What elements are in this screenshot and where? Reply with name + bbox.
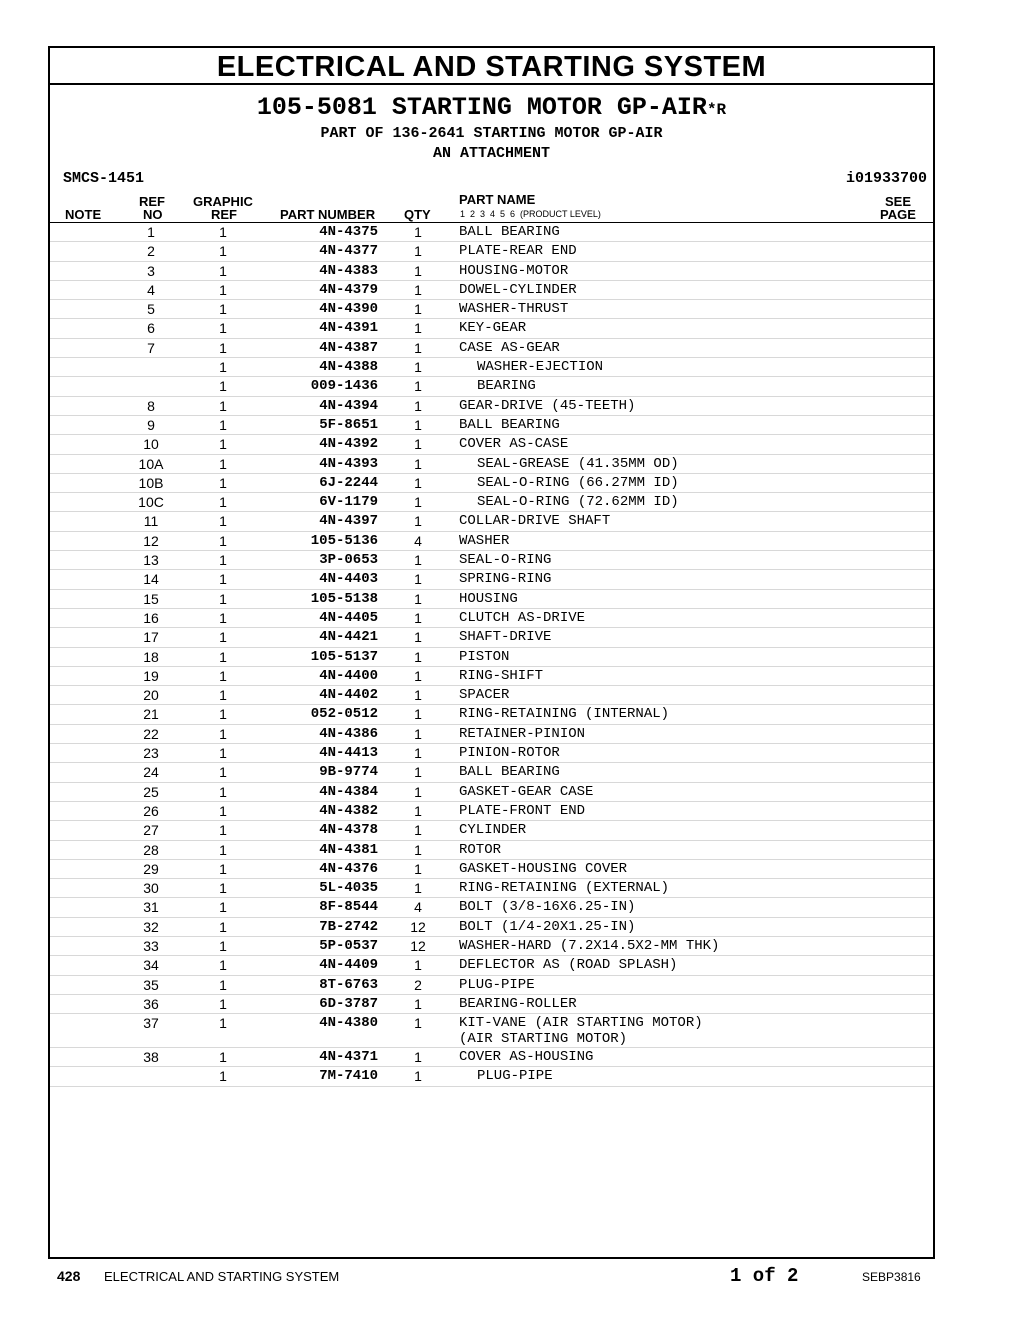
ref-no-cell: 26 <box>143 802 159 819</box>
graphic-ref-cell: 1 <box>219 1049 227 1066</box>
table-row <box>50 995 933 1014</box>
table-row <box>50 860 933 879</box>
table-row <box>50 725 933 744</box>
ref-no-cell: 34 <box>143 957 159 974</box>
table-row <box>50 339 933 358</box>
footer-doc-id: SEBP3816 <box>862 1270 921 1284</box>
graphic-ref-cell: 1 <box>219 745 227 762</box>
ref-no-cell: 35 <box>143 976 159 993</box>
ref-no-cell: 11 <box>143 513 159 530</box>
part-of-line: PART OF 136-2641 STARTING MOTOR GP-AIR <box>320 125 663 142</box>
graphic-ref-cell: 1 <box>219 416 227 433</box>
qty-cell: 1 <box>414 995 422 1012</box>
qty-cell: 1 <box>414 1068 422 1085</box>
qty-cell: 1 <box>414 841 422 858</box>
part-number-cell: 105-5136 <box>310 532 378 549</box>
part-name-cell: HOUSING <box>459 590 518 607</box>
table-row <box>50 1067 933 1086</box>
qty-cell: 1 <box>414 629 422 646</box>
graphic-ref-cell: 1 <box>219 648 227 665</box>
graphic-ref-cell: 1 <box>219 378 227 395</box>
part-name-cell: KIT-VANE (AIR STARTING MOTOR) (AIR STARTING MOTOR) <box>459 1015 703 1048</box>
part-number-cell: 4N-4391 <box>319 320 378 337</box>
graphic-ref-cell: 1 <box>219 494 227 511</box>
part-number-cell: 7M-7410 <box>319 1068 378 1085</box>
part-number-cell: 4N-4387 <box>319 339 378 356</box>
table-row <box>50 686 933 705</box>
part-number-cell: 009-1436 <box>310 378 378 395</box>
qty-cell: 1 <box>414 957 422 974</box>
ref-no-cell: 1 <box>147 224 155 240</box>
ref-no-cell: 28 <box>143 841 159 858</box>
ref-no-cell: 30 <box>143 880 159 897</box>
part-name-cell: PLATE-FRONT END <box>459 802 586 819</box>
qty-cell: 1 <box>414 320 422 337</box>
part-number-cell: 105-5138 <box>310 590 378 607</box>
table-row <box>50 667 933 686</box>
part-name-cell: BOLT (3/8-16X6.25-IN) <box>459 899 636 916</box>
ref-no-cell: 2 <box>147 243 155 260</box>
graphic-ref-cell: 1 <box>219 802 227 819</box>
qty-cell: 1 <box>414 513 422 530</box>
part-name-cell: BALL BEARING <box>459 416 560 433</box>
part-number-cell: 4N-4378 <box>319 822 378 839</box>
table-row <box>50 223 933 242</box>
graphic-ref-cell: 1 <box>219 995 227 1012</box>
smcs-row <box>50 170 933 192</box>
ref-no-cell: 5 <box>147 301 155 318</box>
qty-cell: 1 <box>414 339 422 356</box>
table-row <box>50 648 933 667</box>
table-row <box>50 281 933 300</box>
part-number-cell: 4N-4402 <box>319 687 378 704</box>
table-row <box>50 937 933 956</box>
graphic-ref-cell: 1 <box>219 590 227 607</box>
part-number-cell: 5P-0537 <box>319 937 378 954</box>
qty-cell: 4 <box>414 532 422 549</box>
table-row <box>50 879 933 898</box>
group-title-text: 105-5081 STARTING MOTOR GP-AIR <box>256 93 707 122</box>
footer-page-number: 428 <box>57 1268 81 1284</box>
ref-no-cell: 8 <box>147 397 155 414</box>
qty-cell: 1 <box>414 706 422 723</box>
part-number-cell: 052-0512 <box>310 706 378 723</box>
graphic-ref-cell: 1 <box>219 918 227 935</box>
graphic-ref-cell: 1 <box>219 899 227 916</box>
part-name-cell: WASHER-THRUST <box>459 301 569 318</box>
part-name-cell: COLLAR-DRIVE SHAFT <box>459 513 611 530</box>
table-row <box>50 455 933 474</box>
part-number-cell: 3P-0653 <box>319 552 378 569</box>
part-number-cell: 8F-8544 <box>319 899 378 916</box>
parts-list <box>50 223 933 1087</box>
table-row <box>50 262 933 281</box>
qty-cell: 1 <box>414 880 422 897</box>
ref-no-cell: 16 <box>143 609 159 626</box>
graphic-ref-cell: 1 <box>219 513 227 530</box>
part-number-cell: 4N-4383 <box>319 262 378 279</box>
part-name-cell: SHAFT-DRIVE <box>459 629 552 646</box>
part-number-cell: 6J-2244 <box>319 474 378 491</box>
qty-cell: 1 <box>414 590 422 607</box>
part-name-cell: WASHER-EJECTION <box>477 359 604 376</box>
part-name-cell: WASHER-HARD (7.2X14.5X2-MM THK) <box>459 937 720 954</box>
qty-cell: 1 <box>414 262 422 279</box>
ref-no-cell: 21 <box>143 706 159 723</box>
table-row <box>50 551 933 570</box>
part-name-cell: GASKET-HOUSING COVER <box>459 860 628 877</box>
table-row <box>50 802 933 821</box>
part-number-cell: 4N-4403 <box>319 571 378 588</box>
graphic-ref-cell: 1 <box>219 1015 227 1032</box>
qty-cell: 1 <box>414 416 422 433</box>
ref-no-cell: 14 <box>143 571 159 588</box>
page-footer <box>0 1266 1020 1288</box>
ref-no-cell: 38 <box>143 1049 159 1066</box>
part-name-cell: KEY-GEAR <box>459 320 527 337</box>
part-name-cell: BOLT (1/4-20X1.25-IN) <box>459 918 636 935</box>
col-qty: QTY <box>404 207 431 222</box>
table-row <box>50 242 933 261</box>
table-row <box>50 435 933 454</box>
qty-cell: 1 <box>414 1049 422 1066</box>
part-number-cell: 8T-6763 <box>319 976 378 993</box>
qty-cell: 1 <box>414 474 422 491</box>
part-number-cell: 4N-4377 <box>319 243 378 260</box>
table-row <box>50 783 933 802</box>
table-row <box>50 956 933 975</box>
ref-no-cell: 13 <box>143 552 159 569</box>
part-number-cell: 4N-4382 <box>319 802 378 819</box>
col-graphic-ref-1: GRAPHIC <box>193 194 253 209</box>
table-row <box>50 628 933 647</box>
qty-cell: 1 <box>414 455 422 472</box>
part-number-cell: 6V-1179 <box>319 494 378 511</box>
part-name-cell: COVER AS-HOUSING <box>459 1049 594 1066</box>
qty-cell: 1 <box>414 359 422 376</box>
col-graphic-ref-2: REF <box>211 207 237 222</box>
part-name-cell: PINION-ROTOR <box>459 745 560 762</box>
part-number-cell: 4N-4393 <box>319 455 378 472</box>
graphic-ref-cell: 1 <box>219 880 227 897</box>
part-name-cell: BEARING-ROLLER <box>459 995 577 1012</box>
part-name-cell: SEAL-O-RING (66.27MM ID) <box>477 474 679 491</box>
part-name-cell: PLATE-REAR END <box>459 243 577 260</box>
part-name-cell: CASE AS-GEAR <box>459 339 560 356</box>
section-title: ELECTRICAL AND STARTING SYSTEM <box>50 48 933 85</box>
part-name-cell: RING-RETAINING (EXTERNAL) <box>459 880 670 897</box>
ref-no-cell: 17 <box>143 629 159 646</box>
graphic-ref-cell: 1 <box>219 687 227 704</box>
table-row <box>50 377 933 396</box>
graphic-ref-cell: 1 <box>219 320 227 337</box>
part-number-cell: 4N-4392 <box>319 436 378 453</box>
qty-cell: 1 <box>414 378 422 395</box>
graphic-ref-cell: 1 <box>219 609 227 626</box>
part-number-cell: 4N-4381 <box>319 841 378 858</box>
footer-page-of: 1 of 2 <box>730 1265 799 1287</box>
graphic-ref-cell: 1 <box>219 976 227 993</box>
table-row <box>50 744 933 763</box>
part-number-cell: 9B-9774 <box>319 764 378 781</box>
table-row <box>50 841 933 860</box>
col-see-page-1: SEE <box>885 194 912 209</box>
illustration-ref: i01933700 <box>845 170 927 187</box>
graphic-ref-cell: 1 <box>219 571 227 588</box>
table-row <box>50 590 933 609</box>
graphic-ref-cell: 1 <box>219 455 227 472</box>
column-headers <box>50 192 933 223</box>
part-number-cell: 105-5137 <box>310 648 378 665</box>
ref-no-cell: 31 <box>143 899 159 916</box>
qty-cell: 1 <box>414 436 422 453</box>
part-name-cell: GASKET-GEAR CASE <box>459 783 594 800</box>
graphic-ref-cell: 1 <box>219 262 227 279</box>
part-number-cell: 4N-4394 <box>319 397 378 414</box>
part-number-cell: 4N-4384 <box>319 783 378 800</box>
title-block <box>50 94 933 164</box>
part-number-cell: 6D-3787 <box>319 995 378 1012</box>
part-name-cell: BEARING <box>477 378 536 395</box>
part-number-cell: 4N-4409 <box>319 957 378 974</box>
qty-cell: 1 <box>414 725 422 742</box>
part-name-cell: HOUSING-MOTOR <box>459 262 569 279</box>
graphic-ref-cell: 1 <box>219 281 227 298</box>
ref-no-cell: 25 <box>143 783 159 800</box>
table-row <box>50 609 933 628</box>
part-number-cell: 4N-4376 <box>319 860 378 877</box>
group-title-suffix: *R <box>706 101 727 119</box>
part-name-cell: WASHER <box>459 532 510 549</box>
part-name-cell: COVER AS-CASE <box>459 436 569 453</box>
part-name-cell: SEAL-O-RING <box>459 552 552 569</box>
graphic-ref-cell: 1 <box>219 552 227 569</box>
qty-cell: 1 <box>414 648 422 665</box>
qty-cell: 1 <box>414 687 422 704</box>
ref-no-cell: 15 <box>143 590 159 607</box>
part-number-cell: 4N-4405 <box>319 609 378 626</box>
part-name-cell: SPRING-RING <box>459 571 552 588</box>
part-name-cell: PLUG-PIPE <box>477 1068 553 1085</box>
ref-no-cell: 24 <box>143 764 159 781</box>
part-name-cell: PLUG-PIPE <box>459 976 535 993</box>
ref-no-cell: 6 <box>147 320 155 337</box>
graphic-ref-cell: 1 <box>219 1068 227 1085</box>
graphic-ref-cell: 1 <box>219 667 227 684</box>
graphic-ref-cell: 1 <box>219 783 227 800</box>
qty-cell: 1 <box>414 822 422 839</box>
qty-cell: 1 <box>414 745 422 762</box>
graphic-ref-cell: 1 <box>219 937 227 954</box>
qty-cell: 2 <box>414 976 422 993</box>
part-number-cell: 4N-4421 <box>319 629 378 646</box>
graphic-ref-cell: 1 <box>219 339 227 356</box>
table-row <box>50 512 933 531</box>
qty-cell: 1 <box>414 281 422 298</box>
graphic-ref-cell: 1 <box>219 243 227 260</box>
part-name-cell: ROTOR <box>459 841 502 858</box>
part-name-cell: SPACER <box>459 687 510 704</box>
table-row <box>50 416 933 435</box>
part-number-cell: 4N-4371 <box>319 1049 378 1066</box>
table-row <box>50 976 933 995</box>
part-number-cell: 4N-4390 <box>319 301 378 318</box>
graphic-ref-cell: 1 <box>219 841 227 858</box>
part-name-cell: DEFLECTOR AS (ROAD SPLASH) <box>459 957 678 974</box>
qty-cell: 4 <box>414 899 422 916</box>
ref-no-cell: 18 <box>143 648 159 665</box>
part-number-cell: 4N-4400 <box>319 667 378 684</box>
qty-cell: 12 <box>410 937 426 954</box>
smcs-code: SMCS-1451 <box>63 170 145 187</box>
ref-no-cell: 10B <box>138 474 164 491</box>
part-name-cell: SEAL-O-RING (72.62MM ID) <box>477 494 679 511</box>
footer-section: ELECTRICAL AND STARTING SYSTEM <box>104 1269 340 1284</box>
col-product-level: 1 2 3 4 5 6 (PRODUCT LEVEL) <box>460 209 601 219</box>
table-row <box>50 821 933 840</box>
qty-cell: 1 <box>414 243 422 260</box>
part-name-cell: RING-RETAINING (INTERNAL) <box>459 706 670 723</box>
qty-cell: 1 <box>414 609 422 626</box>
part-name-cell: GEAR-DRIVE (45-TEETH) <box>459 397 636 414</box>
graphic-ref-cell: 1 <box>219 301 227 318</box>
part-name-cell: SEAL-GREASE (41.35MM OD) <box>477 455 679 472</box>
graphic-ref-cell: 1 <box>219 436 227 453</box>
table-row <box>50 474 933 493</box>
part-number-cell: 5F-8651 <box>319 416 378 433</box>
part-number-cell: 4N-4375 <box>319 224 378 240</box>
ref-no-cell: 3 <box>147 262 155 279</box>
qty-cell: 1 <box>414 764 422 781</box>
ref-no-cell: 32 <box>143 918 159 935</box>
qty-cell: 1 <box>414 783 422 800</box>
part-name-cell: CYLINDER <box>459 822 527 839</box>
part-name-cell: RETAINER-PINION <box>459 725 586 742</box>
graphic-ref-cell: 1 <box>219 764 227 781</box>
table-row <box>50 397 933 416</box>
qty-cell: 1 <box>414 301 422 318</box>
col-part-name: PART NAME <box>459 192 536 207</box>
group-title <box>50 94 933 124</box>
part-number-cell: 4N-4397 <box>319 513 378 530</box>
graphic-ref-cell: 1 <box>219 725 227 742</box>
part-number-cell: 4N-4379 <box>319 281 378 298</box>
ref-no-cell: 10A <box>138 455 164 472</box>
ref-no-cell: 4 <box>147 281 155 298</box>
qty-cell: 1 <box>414 860 422 877</box>
ref-no-cell: 7 <box>147 339 155 356</box>
part-name-cell: DOWEL-CYLINDER <box>459 281 577 298</box>
table-row <box>50 1048 933 1067</box>
graphic-ref-cell: 1 <box>219 860 227 877</box>
table-row <box>50 300 933 319</box>
part-number-cell: 4N-4388 <box>319 359 378 376</box>
qty-cell: 1 <box>414 571 422 588</box>
graphic-ref-cell: 1 <box>219 822 227 839</box>
part-number-cell: 4N-4380 <box>319 1015 378 1032</box>
col-note: NOTE <box>65 207 102 222</box>
part-number-cell: 4N-4413 <box>319 745 378 762</box>
ref-no-cell: 19 <box>143 667 159 684</box>
table-row <box>50 763 933 782</box>
col-see-page-2: PAGE <box>880 207 916 222</box>
ref-no-cell: 12 <box>143 532 159 549</box>
part-number-cell: 5L-4035 <box>319 880 378 897</box>
table-row <box>50 1014 933 1048</box>
qty-cell: 1 <box>414 397 422 414</box>
ref-no-cell: 33 <box>143 937 159 954</box>
part-name-cell: CLUTCH AS-DRIVE <box>459 609 586 626</box>
part-name-cell: PISTON <box>459 648 510 665</box>
graphic-ref-cell: 1 <box>219 397 227 414</box>
graphic-ref-cell: 1 <box>219 629 227 646</box>
graphic-ref-cell: 1 <box>219 957 227 974</box>
ref-no-cell: 10C <box>138 494 164 511</box>
qty-cell: 1 <box>414 552 422 569</box>
table-row <box>50 705 933 724</box>
col-ref-no-2: NO <box>143 207 163 222</box>
ref-no-cell: 23 <box>143 745 159 762</box>
graphic-ref-cell: 1 <box>219 474 227 491</box>
table-row <box>50 898 933 917</box>
ref-no-cell: 9 <box>147 416 155 433</box>
qty-cell: 1 <box>414 494 422 511</box>
page-frame <box>48 46 935 1259</box>
ref-no-cell: 37 <box>143 1015 159 1032</box>
table-row <box>50 358 933 377</box>
graphic-ref-cell: 1 <box>219 706 227 723</box>
part-name-cell: RING-SHIFT <box>459 667 544 684</box>
part-number-cell: 7B-2742 <box>319 918 378 935</box>
col-ref-no-1: REF <box>139 194 165 209</box>
qty-cell: 12 <box>410 918 426 935</box>
qty-cell: 1 <box>414 667 422 684</box>
table-row <box>50 319 933 338</box>
ref-no-cell: 20 <box>143 687 159 704</box>
part-number-cell: 4N-4386 <box>319 725 378 742</box>
table-row <box>50 532 933 551</box>
qty-cell: 1 <box>414 224 422 240</box>
qty-cell: 1 <box>414 802 422 819</box>
graphic-ref-cell: 1 <box>219 359 227 376</box>
graphic-ref-cell: 1 <box>219 532 227 549</box>
graphic-ref-cell: 1 <box>219 224 227 240</box>
part-name-cell: BALL BEARING <box>459 764 560 781</box>
col-part-number: PART NUMBER <box>280 207 376 222</box>
attachment-line: AN ATTACHMENT <box>432 145 551 162</box>
table-row <box>50 493 933 512</box>
table-row <box>50 570 933 589</box>
part-name-cell: BALL BEARING <box>459 224 560 240</box>
ref-no-cell: 22 <box>143 725 159 742</box>
ref-no-cell: 27 <box>143 822 159 839</box>
ref-no-cell: 10 <box>143 436 159 453</box>
qty-cell: 1 <box>414 1015 422 1032</box>
ref-no-cell: 36 <box>143 995 159 1012</box>
table-row <box>50 918 933 937</box>
ref-no-cell: 29 <box>143 860 159 877</box>
